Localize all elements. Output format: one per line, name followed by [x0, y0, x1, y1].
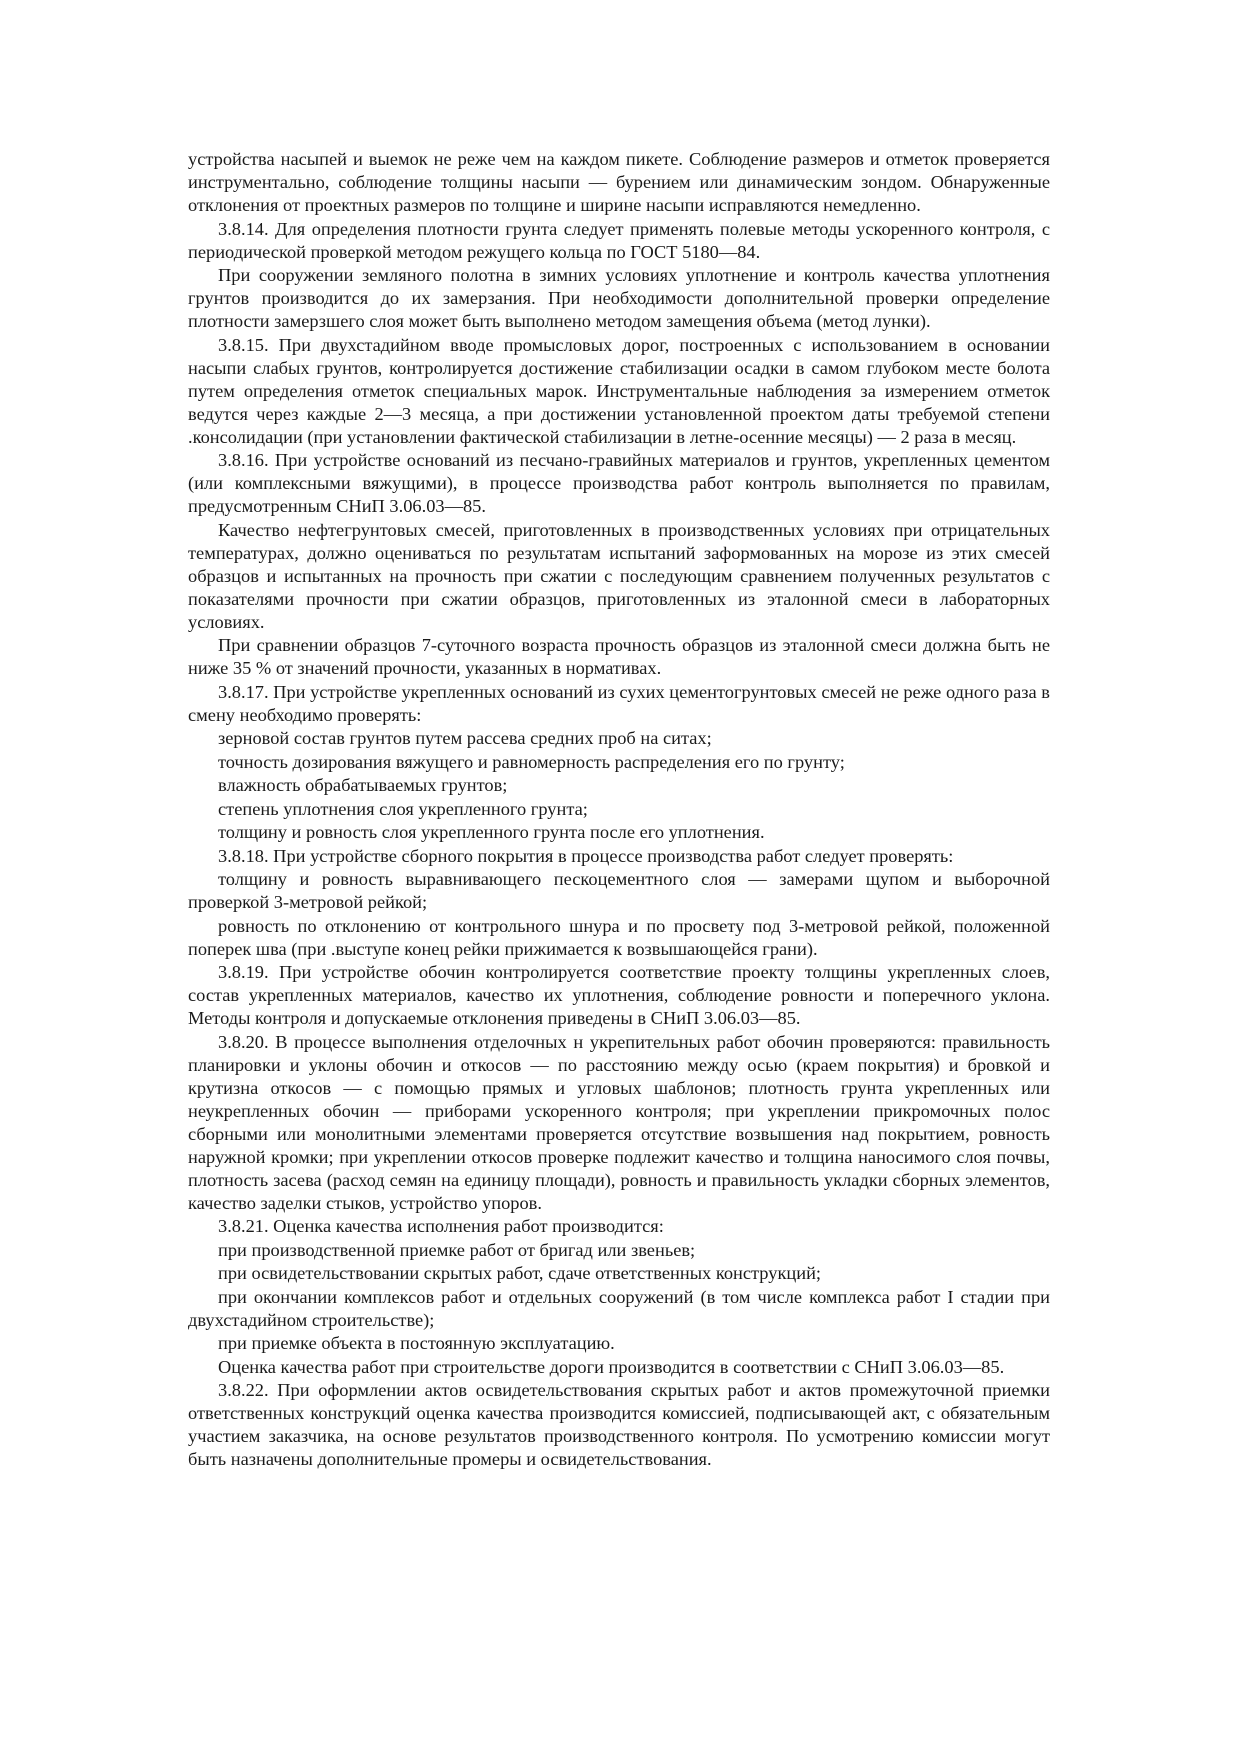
paragraph: При сравнении образцов 7-суточного возраста прочность образцов из эталонной смеси должна быть не ниже 35 % от значений прочности, указанных в нормативах.: [188, 635, 1050, 678]
paragraph: При сооружении земляного полотна в зимних условиях уплотнение и контроль качества уплотнения грунтов производится до их замерзания. При необходимости дополнительной проверки определение плотности замерзшего слоя может быть выполнено методом замещения объема (метод лунки).: [188, 265, 1050, 331]
paragraph: 3.8.15. При двухстадийном вводе промысловых дорог, построенных с использованием в основании насыпи слабых грунтов, контролируется достижение стабилизации осадки в самом глубоком месте болота путем определения отметок специальных марок. Инструментальные наблюдения за измерением отметок ведутся через каждые 2—3 месяца, а при достижении установленной проектом даты требуемой степени .консолидации (при установлении фактической стабилизации в летне-осенние месяцы) — 2 раза в месяц.: [188, 334, 1050, 447]
paragraph: устройства насыпей и выемок не реже чем на каждом пикете. Соблюдение размеров и отметок проверяется инструментально, соблюдение толщины насыпи — бурением или динамическим зондом. Обнаруженные отклонения от проектных размеров по толщине и ширине насыпи исправляются немедленно.: [188, 149, 1050, 215]
list-item: точность дозирования вяжущего и равномерность распределения его по грунту;: [218, 751, 845, 772]
list-item: при освидетельствовании скрытых работ, сдаче ответственных конструкций;: [218, 1263, 822, 1283]
list-item: ровность по отклонению от контрольного шнура и по просвету под 3-метровой рейкой, положенной поперек шва (при .выступе конец рейки прижимается к возвышающейся грани).: [188, 915, 1050, 959]
paragraph: 3.8.14. Для определения плотности грунта следует применять полевые методы ускоренного контроля, с периодической проверкой методом режущего кольца по ГОСТ 5180—84.: [188, 218, 1050, 262]
list-item: зерновой состав грунтов путем рассева средних проб на ситах;: [218, 728, 712, 748]
paragraph: 3.8.16. При устройстве оснований из песчано-гравийных материалов и грунтов, укрепленных цементом (или комплексными вяжущими), в процессе производства работ контроль выполняется по правилам, предусмотренным СНиП 3.06.03—85.: [188, 450, 1050, 516]
paragraph: 3.8.17. При устройстве укрепленных оснований из сухих цементогрунтовых смесей не реже одного раза в смену необходимо проверять:: [188, 681, 1050, 725]
paragraph: 3.8.19. При устройстве обочин контролируется соответствие проекту толщины укрепленных слоев, состав укрепленных материалов, качество их уплотнения, соблюдение ровности и поперечного уклона. Методы контроля и допускаемые отклонения приведены в СНиП 3.06.03—85.: [188, 962, 1050, 1028]
paragraph: 3.8.21. Оценка качества исполнения работ производится:: [218, 1216, 664, 1236]
list-item: толщину и ровность выравнивающего пескоцементного слоя — замерами щупом и выборочной проверкой 3-метровой рейкой;: [188, 869, 1050, 912]
paragraph: Качество нефтегрунтовых смесей, приготовленных в производственных условиях при отрицательных температурах, должно оцениваться по результатам испытаний заформованных на морозе из этих смесей образцов и испытанных на прочность при сжатии с последующим сравнением полученных результатов с показателями прочности при сжатии образцов, приготовленных из эталонной смеси в лабораторных условиях.: [188, 519, 1050, 632]
list-item: степень уплотнения слоя укрепленного грунта;: [218, 798, 588, 819]
paragraph: 3.8.18. При устройстве сборного покрытия в процессе производства работ следует проверять:: [218, 845, 954, 866]
list-item: толщину и ровность слоя укрепленного грунта после его уплотнения.: [218, 822, 765, 842]
list-item: влажность обрабатываемых грунтов;: [218, 775, 508, 795]
list-item: при производственной приемке работ от бригад или звеньев;: [218, 1239, 696, 1260]
paragraph: 3.8.20. В процессе выполнения отделочных н укрепительных работ обочин проверяются: правильность планировки и уклоны обочин и откосов — по расстоянию между осью (краем покрытия) и бровкой и крутизна откосов — с помощью прямых и угловых шаблонов; плотность грунта укрепленных или неукрепленных обочин — приборами ускоренного контроля; при укреплении прикромочных полос сборными или монолитными элементами проверяется отсутствие возвышения над покрытием, ровность наружной кромки; при укреплении откосов проверке подлежит качество и толщина наносимого слоя почвы, плотность засева (расход семян на единицу площади), ровность и правильность укладки сборных элементов, качество заделки стыков, устройство упоров.: [188, 1031, 1050, 1213]
paragraph: Оценка качества работ при строительстве дороги производится в соответствии с СНиП 3.06.03—85.: [218, 1356, 1005, 1377]
paragraph: 3.8.22. При оформлении актов освидетельствования скрытых работ и актов промежуточной приемки ответственных конструкций оценка качества производится комиссией, подписывающей акт, с обязательным участием заказчика, на основе результатов производственного контроля. По усмотрению комиссии могут быть назначены дополнительные промеры и освидетельствования.: [188, 1380, 1050, 1469]
document-body: [188, 148, 1050, 1472]
list-item: при приемке объекта в постоянную эксплуатацию.: [218, 1333, 615, 1353]
list-item: при окончании комплексов работ и отдельных сооружений (в том числе комплекса работ I стадии при двухстадийном строительстве);: [188, 1286, 1050, 1330]
